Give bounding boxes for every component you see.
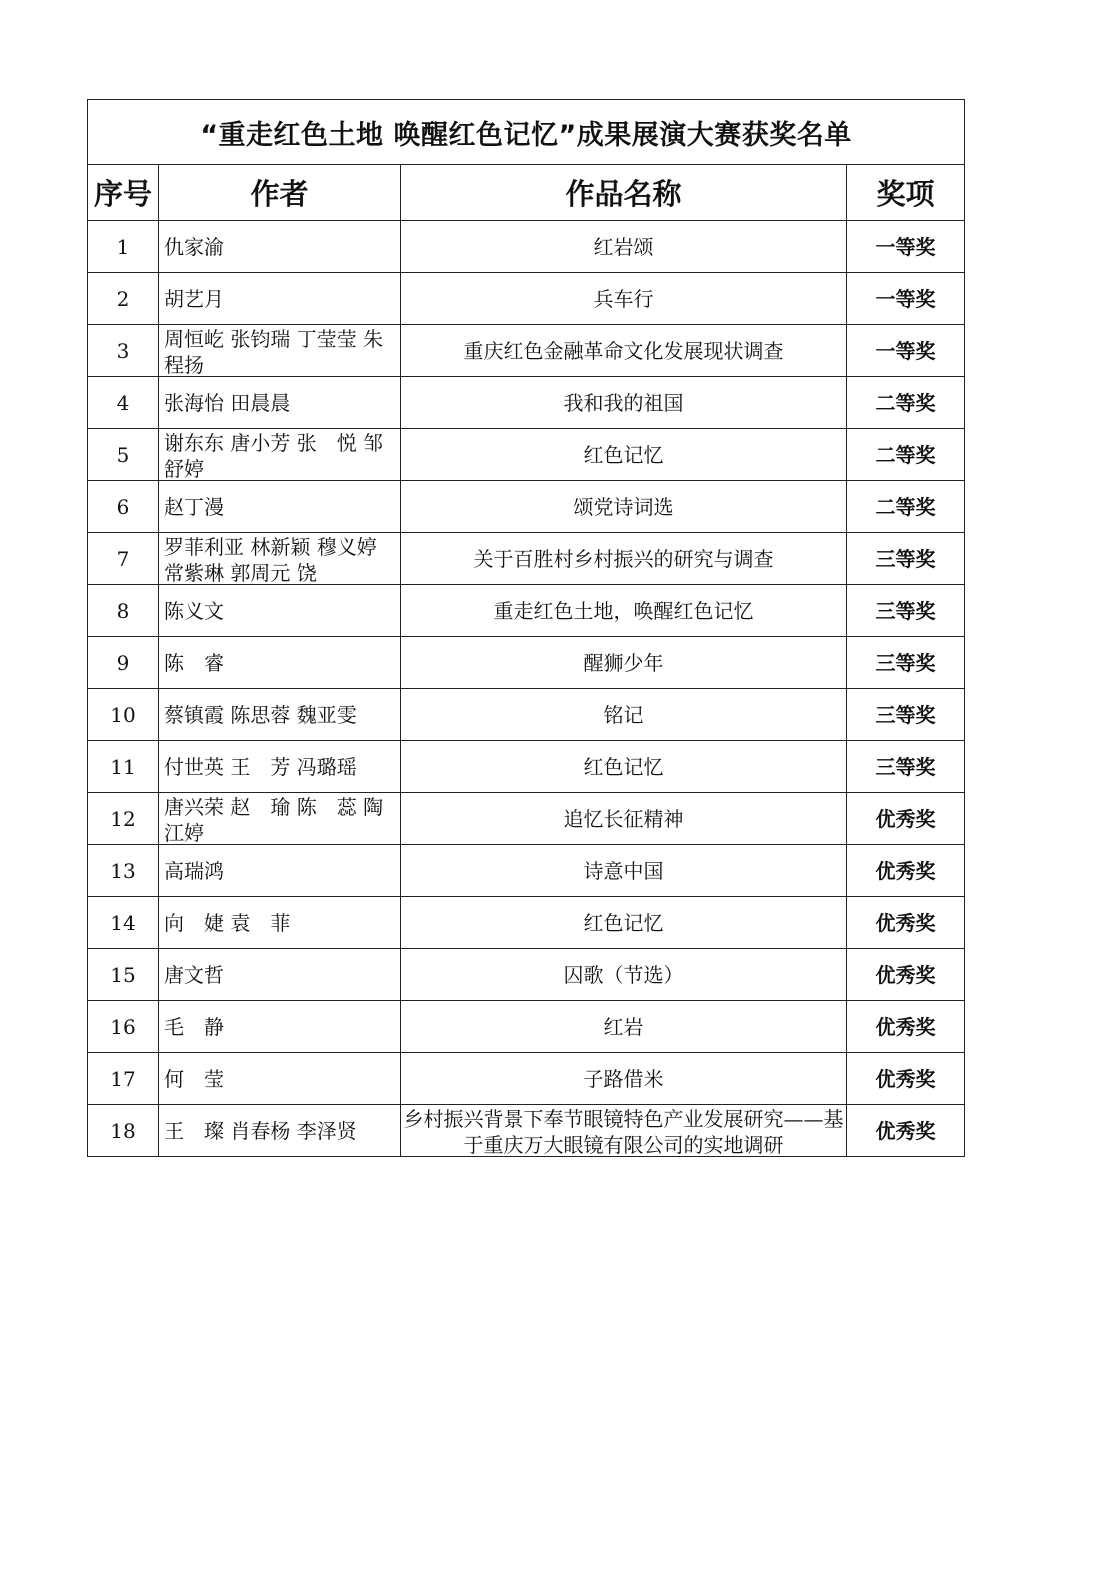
work-title-text: 兵车行 <box>593 286 654 311</box>
row-work-cell <box>401 585 847 637</box>
table-row <box>88 897 965 949</box>
row-index-cell: 2 <box>88 273 159 325</box>
table-row <box>88 377 965 429</box>
row-index-cell: 12 <box>88 793 159 845</box>
row-work-cell <box>401 221 847 273</box>
row-index-cell: 13 <box>88 845 159 897</box>
work-title-text: 红岩 <box>603 1014 644 1039</box>
table-row <box>88 689 965 741</box>
row-author-cell <box>159 689 401 741</box>
work-title-text: 子路借米 <box>583 1066 664 1091</box>
row-index-cell: 7 <box>88 533 159 585</box>
table-row <box>88 793 965 845</box>
row-award-cell: 一等奖 <box>847 273 965 325</box>
row-work-cell <box>401 741 847 793</box>
author-text: 何 莹 <box>164 1066 224 1091</box>
row-award-cell: 三等奖 <box>847 585 965 637</box>
header-author: 作者 <box>159 165 401 221</box>
row-index-cell: 4 <box>88 377 159 429</box>
work-title-text: 诗意中国 <box>583 858 664 883</box>
title-row <box>88 100 965 165</box>
row-award-cell: 三等奖 <box>847 741 965 793</box>
author-text: 王 璨 肖春杨 李泽贤 <box>164 1118 357 1143</box>
row-work-cell <box>401 689 847 741</box>
row-index-cell: 8 <box>88 585 159 637</box>
work-title-text: 铭记 <box>603 702 644 727</box>
row-author-cell <box>159 273 401 325</box>
table-row <box>88 325 965 377</box>
header-row <box>88 165 965 221</box>
row-author-cell <box>159 741 401 793</box>
author-text: 张海怡 田晨晨 <box>164 390 291 415</box>
work-title-text: 重庆红色金融革命文化发展现状调查 <box>463 338 784 363</box>
row-index-cell: 1 <box>88 221 159 273</box>
table-row <box>88 481 965 533</box>
table-row <box>88 949 965 1001</box>
row-index-cell: 3 <box>88 325 159 377</box>
row-work-cell <box>401 1105 847 1157</box>
work-title-text: 关于百胜村乡村振兴的研究与调查 <box>473 546 774 571</box>
work-title-text: 我和我的祖国 <box>563 390 684 415</box>
row-index-cell: 15 <box>88 949 159 1001</box>
row-work-cell <box>401 377 847 429</box>
work-title-text: 乡村振兴背景下奉节眼镜特色产业发展研究——基于重庆万大眼镜有限公司的实地调研 <box>403 1106 844 1156</box>
row-award-cell: 优秀奖 <box>847 845 965 897</box>
row-author-cell <box>159 325 401 377</box>
row-award-cell: 三等奖 <box>847 637 965 689</box>
row-author-cell <box>159 533 401 585</box>
row-work-cell <box>401 1053 847 1105</box>
author-text: 唐文哲 <box>164 962 224 987</box>
author-text: 高瑞鸿 <box>164 858 224 883</box>
work-title-text: 醒狮少年 <box>583 650 664 675</box>
award-table-body <box>88 100 965 1157</box>
row-work-cell <box>401 949 847 1001</box>
row-author-cell <box>159 585 401 637</box>
row-author-cell <box>159 793 401 845</box>
author-text: 毛 静 <box>164 1014 224 1039</box>
author-text: 陈 睿 <box>164 650 224 675</box>
row-author-cell <box>159 1053 401 1105</box>
header-index: 序号 <box>88 165 159 221</box>
work-title-text: 红色记忆 <box>583 442 664 467</box>
row-author-cell <box>159 637 401 689</box>
row-author-cell <box>159 1001 401 1053</box>
row-work-cell <box>401 845 847 897</box>
author-text: 付世英 王 芳 冯璐瑶 <box>164 754 357 779</box>
row-award-cell: 三等奖 <box>847 533 965 585</box>
work-title-text: 红色记忆 <box>583 910 664 935</box>
work-title-text: 重走红色土地，唤醒红色记忆 <box>493 598 754 623</box>
table-row <box>88 429 965 481</box>
row-index-cell: 11 <box>88 741 159 793</box>
table-row <box>88 1001 965 1053</box>
table-row <box>88 637 965 689</box>
table-row <box>88 741 965 793</box>
row-index-cell: 10 <box>88 689 159 741</box>
table-row <box>88 1105 965 1157</box>
table-row <box>88 533 965 585</box>
row-award-cell: 优秀奖 <box>847 793 965 845</box>
row-index-cell: 17 <box>88 1053 159 1105</box>
table-row <box>88 845 965 897</box>
row-work-cell <box>401 481 847 533</box>
row-award-cell: 三等奖 <box>847 689 965 741</box>
table-row <box>88 273 965 325</box>
author-text: 胡艺月 <box>164 286 224 311</box>
author-text: 谢东东 唐小芳 张 悦 邹舒婷 <box>164 430 384 480</box>
header-award: 奖项 <box>847 165 965 221</box>
row-author-cell <box>159 897 401 949</box>
table-row <box>88 1053 965 1105</box>
author-text: 周恒屹 张钧瑞 丁莹莹 朱程扬 <box>164 326 384 376</box>
award-list-table <box>87 99 965 1157</box>
author-text: 赵丁漫 <box>164 494 224 519</box>
row-work-cell <box>401 429 847 481</box>
author-text: 唐兴荣 赵 瑜 陈 蕊 陶江婷 <box>164 794 384 844</box>
author-text: 罗菲利亚 林新颖 穆义婷 常紫琳 郭周元 饶 <box>164 534 377 584</box>
document-title: “重走红色土地 唤醒红色记忆”成果展演大赛获奖名单 <box>88 100 965 165</box>
author-text: 向 婕 袁 菲 <box>164 910 291 935</box>
row-index-cell: 14 <box>88 897 159 949</box>
row-award-cell: 优秀奖 <box>847 1053 965 1105</box>
row-award-cell: 二等奖 <box>847 481 965 533</box>
author-text: 仇家渝 <box>164 234 224 259</box>
row-award-cell: 一等奖 <box>847 221 965 273</box>
row-work-cell <box>401 897 847 949</box>
table-row <box>88 221 965 273</box>
table-row <box>88 585 965 637</box>
row-index-cell: 5 <box>88 429 159 481</box>
header-work: 作品名称 <box>401 165 847 221</box>
row-author-cell <box>159 845 401 897</box>
row-author-cell <box>159 481 401 533</box>
row-award-cell: 优秀奖 <box>847 1105 965 1157</box>
row-index-cell: 16 <box>88 1001 159 1053</box>
row-award-cell: 优秀奖 <box>847 897 965 949</box>
row-work-cell <box>401 325 847 377</box>
row-author-cell <box>159 949 401 1001</box>
row-work-cell <box>401 1001 847 1053</box>
row-author-cell <box>159 1105 401 1157</box>
row-work-cell <box>401 533 847 585</box>
row-award-cell: 二等奖 <box>847 429 965 481</box>
row-author-cell <box>159 377 401 429</box>
work-title-text: 红岩颂 <box>593 234 654 259</box>
row-award-cell: 一等奖 <box>847 325 965 377</box>
row-work-cell <box>401 793 847 845</box>
row-index-cell: 18 <box>88 1105 159 1157</box>
row-index-cell: 6 <box>88 481 159 533</box>
work-title-text: 红色记忆 <box>583 754 664 779</box>
author-text: 蔡镇霞 陈思蓉 魏亚雯 <box>164 702 357 727</box>
row-author-cell <box>159 221 401 273</box>
work-title-text: 追忆长征精神 <box>563 806 684 831</box>
row-work-cell <box>401 273 847 325</box>
row-award-cell: 二等奖 <box>847 377 965 429</box>
row-work-cell <box>401 637 847 689</box>
row-award-cell: 优秀奖 <box>847 1001 965 1053</box>
row-author-cell <box>159 429 401 481</box>
row-index-cell: 9 <box>88 637 159 689</box>
row-award-cell: 优秀奖 <box>847 949 965 1001</box>
author-text: 陈义文 <box>164 598 224 623</box>
work-title-text: 颂党诗词选 <box>573 494 674 519</box>
work-title-text: 囚歌（节选） <box>563 962 684 987</box>
